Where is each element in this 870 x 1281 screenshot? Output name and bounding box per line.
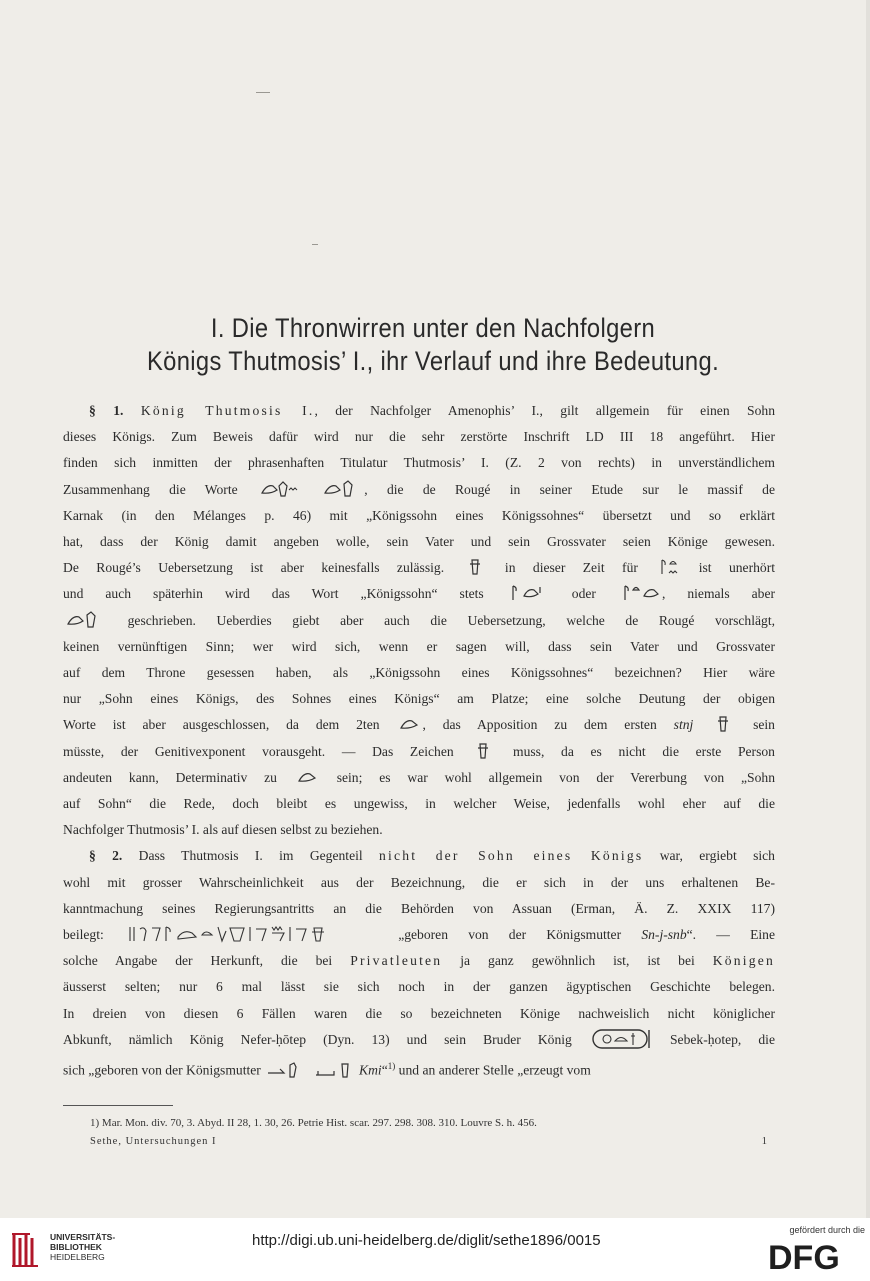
- hieroglyph-figure-icon: [472, 742, 494, 760]
- hieroglyph-plant-icon: [508, 584, 548, 602]
- dfg-logo[interactable]: [768, 1238, 863, 1274]
- text-line: Zusammenhang die Worte , die de Rougé in seiner Etude sur le massif de: [63, 481, 775, 497]
- text-line: § 2. Dass Thutmosis I. im Gegenteil nicht der Sohn eines Königs war, ergiebt sich: [89, 848, 775, 864]
- scan-mark: [312, 244, 318, 245]
- text-line: beilegt: „geboren von der Königsmutter Sn-j-snb“. — Eine: [63, 927, 775, 943]
- title-line-2: Königs Thutmosis’ I., ihr Verlauf und ihre Bedeutung.: [146, 346, 720, 376]
- page-number: 1: [761, 1136, 768, 1147]
- hieroglyph-plant-icon: [657, 558, 679, 576]
- hieroglyph-sequence-icon: [266, 1061, 306, 1079]
- dfg-logo-text: DFG: [768, 1239, 840, 1274]
- viewer-bar: [0, 1218, 870, 1281]
- page-footer: [90, 1136, 768, 1147]
- chapter-title: [0, 312, 866, 378]
- text-line: müsste, der Genitivexponent vorausgeht. — Das Zeichen muss, da es nicht die erste Person: [63, 743, 775, 759]
- footnote-rule: [63, 1105, 173, 1106]
- text-line: sich „geboren von der Königsmutter Kmi“$^{1)}$ und an anderer Stelle „erzeugt vom: [63, 1061, 591, 1078]
- text-line: In dreien von diesen 6 Fällen waren die so bezeichneten Könige nachweislich nicht königlicher: [63, 1005, 775, 1021]
- hieroglyph-figure-icon: [464, 558, 486, 576]
- hieroglyph-sequence-icon: [126, 925, 376, 943]
- text-line: dieses Königs. Zum Beweis dafür wird nur die sehr zerstörte Inschrift LD III 18 angeführt. Hier: [63, 429, 775, 445]
- text-line: auf Sohn“ die Rede, doch bleibt es ungewiss, in welcher Weise, jedenfalls wohl eher auf die: [63, 796, 775, 812]
- text-line: Karnak (in den Mélanges p. 46) mit „Königssohn eines Königssohnes“ übersetzt und so erklärt: [63, 507, 775, 523]
- hieroglyph-bird-icon: [259, 480, 299, 498]
- body-text: [63, 398, 775, 1084]
- hieroglyph-plant-icon: [620, 584, 660, 602]
- hieroglyph-bird-icon: [296, 768, 318, 786]
- text-line: finden sich inmitten der phrasenhaften Titulatur Thutmosis’ I. (Z. 2 von rechts) in unverständlichem: [63, 455, 775, 471]
- text-line: De Rougé’s Uebersetzung ist aber keinesfalls zulässig. in dieser Zeit für ist unerhört: [63, 560, 776, 576]
- hieroglyph-sequence-icon: [314, 1061, 354, 1079]
- text-line: solche Angabe der Herkunft, die bei Privatleuten ja ganz gewöhnlich ist, ist bei Königen: [63, 953, 775, 969]
- university-library-name[interactable]: UNIVERSITÄTS- BIBLIOTHEK HEIDELBERG: [50, 1232, 116, 1262]
- cartouche-icon: [591, 1028, 651, 1050]
- university-library-logo-icon[interactable]: [8, 1230, 46, 1270]
- text-line: andeuten kann, Determinativ zu sein; es war wohl allgemein von der Vererbung von „Sohn: [63, 769, 775, 785]
- scan-mark: [256, 92, 270, 93]
- text-line: äusserst selten; nur 6 mal lässt sie sich noch in der ganzen ägyptischen Geschichte belegen.: [63, 979, 775, 995]
- text-line: nur „Sohn eines Königs, des Sohnes eines Königs“ am Platze; eine solche Deutung der obigen: [63, 691, 775, 707]
- text-line: Worte ist aber ausgeschlossen, da dem 2ten , das Apposition zu dem ersten stnj sein: [63, 717, 775, 733]
- hieroglyph-bird-icon: [65, 611, 105, 629]
- text-line: § 1. König Thutmosis I., der Nachfolger Amenophis’ I., gilt allgemein für einen Sohn: [89, 403, 776, 418]
- text-line: kanntmachung seines Regierungsantritts an die Behörden von Assuan (Erman, Ä. Z. XXIX 117): [63, 900, 775, 916]
- text-line: geschrieben. Ueberdies giebt aber auch die Uebersetzung, welche de Rougé vorschlägt,: [63, 608, 775, 634]
- funding-label: gefördert durch die: [789, 1225, 865, 1235]
- hieroglyph-bird-icon: [398, 715, 420, 733]
- permalink-url[interactable]: http://digi.ub.uni-heidelberg.de/diglit/sethe1896/0015: [252, 1232, 601, 1249]
- text-line: keinen vernünftigen Sinn; wer wird sich, wenn er sagen will, dass sein Vater und Grossvater: [63, 638, 775, 654]
- footnote: 1) Mar. Mon. div. 70, 3. Abyd. II 28, 1. 30, 26. Petrie Hist. scar. 297. 298. 308. 310. Louvre S. h. 456.: [90, 1117, 537, 1129]
- text-line: und auch späterhin wird das Wort „Königssohn“ stets oder , niemals aber: [63, 586, 776, 602]
- footer-source: Sethe, Untersuchungen I: [90, 1136, 217, 1147]
- hieroglyph-figure-icon: [712, 715, 734, 733]
- hieroglyph-bird-icon: [322, 480, 362, 498]
- text-line: Nachfolger Thutmosis’ I. als auf diesen selbst zu beziehen.: [63, 822, 383, 838]
- text-line: wohl mit grosser Wahrscheinlichkeit aus der Bezeichnung, die er sich in der uns erhaltenen Be-: [63, 874, 775, 890]
- text-line: Abkunft, nämlich König Nefer-ḥōtep (Dyn. 13) und sein Bruder König Sebek-ḥotep, die: [63, 1027, 775, 1053]
- text-line: hat, dass der König damit angeben wolle, sein Vater und sein Grossvater seien Könige gewesen.: [63, 534, 775, 550]
- text-line: auf dem Throne gesessen haben, als „Königssohn eines Königssohnes“ bezeichnen? Hier wäre: [63, 665, 775, 681]
- title-line-1: I. Die Thronwirren unter den Nachfolgern: [210, 313, 656, 343]
